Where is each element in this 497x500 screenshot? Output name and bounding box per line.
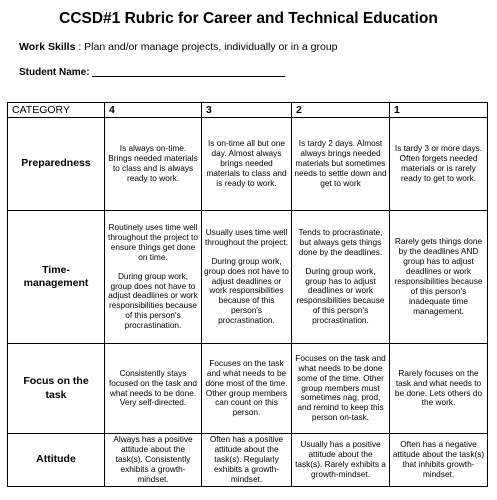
cell-paragraph: Rarely gets things done by the deadlines AND group has to adjust deadlines or work responsibilities because of this person's inadequate time management. <box>394 236 483 316</box>
category-focus-on-task <box>8 344 105 434</box>
focus-cell-3: Focuses on the task and what needs to be done most of the time. Other group members can count on this person. <box>202 344 292 434</box>
preparedness-cell-4: Is always on-time. Brings needed materials to class and is always ready to work. <box>105 118 202 211</box>
cell-paragraph: During group work, group does not have to adjust deadlines or work responsibilities because of this person's procrastination. <box>204 255 289 326</box>
attitude-cell-3: Often has a positive attitude about the task(s). Regularly exhibits a growth-mindset. <box>202 434 292 487</box>
cell-paragraph: During group work, group does not have to adjust deadlines or work responsibilities because of this person's procrastination. <box>108 270 198 331</box>
category-preparedness: Preparedness <box>8 118 105 211</box>
header-score-1: 1 <box>390 103 488 118</box>
header-category: CATEGORY <box>8 103 105 118</box>
attitude-cell-1: Often has a negative attitude about the task(s) that inhibits growth-mindset. <box>390 434 488 487</box>
table-row <box>8 211 488 344</box>
cell-paragraph: Usually uses time well throughout the project. <box>204 226 289 247</box>
time-management-cell-1 <box>390 211 488 344</box>
header-row <box>8 103 488 118</box>
attitude-cell-4: Always has a positive attitude about the task(s). Consistently exhibits a growth-mindset. <box>105 434 202 487</box>
header-score-3: 3 <box>202 103 292 118</box>
document-title: CCSD#1 Rubric for Career and Technical Education <box>59 10 438 27</box>
time-management-cell-2 <box>292 211 390 344</box>
time-management-cell-3 <box>202 211 292 344</box>
preparedness-cell-1: Is tardy 3 or more days. Often forgets needed materials or is rarely ready to get to work. <box>390 118 488 211</box>
table-row <box>8 434 488 487</box>
work-skills-text: : Plan and/or manage projects, individually or in a group <box>78 41 338 53</box>
preparedness-cell-3: Is on-time all but one day. Almost always brings needed materials to class and is ready to work. <box>202 118 292 211</box>
student-name-label: Student Name: <box>19 67 90 78</box>
work-skills-label: Work Skills <box>19 41 76 53</box>
focus-cell-1: Rarely focuses on the task and what needs to be done. Lets others do the work. <box>390 344 488 434</box>
category-line: Focus on the <box>23 375 89 388</box>
cell-paragraph: During group work, group has to adjust deadlines or work responsibilities because of this person's procrastination. <box>296 265 385 326</box>
category-line: Time- <box>42 263 70 276</box>
preparedness-cell-2: Is tardy 2 days. Almost always brings needed materials but sometimes needs to settle down and get to work <box>292 118 390 211</box>
cell-paragraph: Routinely uses time well throughout the project to ensure things get done on time. <box>108 221 198 262</box>
student-name-line <box>92 76 285 77</box>
category-line: task <box>45 388 67 401</box>
cell-paragraph: Tends to procrastinate, but always gets things done by the deadlines. <box>298 226 383 257</box>
focus-cell-2: Focuses on the task and what needs to be done some of the time. Other group members must sometimes nag, prod, and remind to keep this person on-task. <box>292 344 390 434</box>
focus-cell-4: Consistently stays focused on the task and what needs to be done. Very self-directed. <box>105 344 202 434</box>
table-row <box>8 344 488 434</box>
category-time-management <box>8 211 105 344</box>
table-row <box>8 118 488 211</box>
rubric-table <box>7 102 488 487</box>
work-skills-line <box>19 41 338 53</box>
category-line: management <box>23 277 89 289</box>
time-management-cell-4 <box>105 211 202 344</box>
category-attitude: Attitude <box>8 434 105 487</box>
header-score-2: 2 <box>292 103 390 118</box>
attitude-cell-2: Usually has a positive attitude about the task(s). Rarely exhibits a growth-mindset. <box>292 434 390 487</box>
header-score-4: 4 <box>105 103 202 118</box>
